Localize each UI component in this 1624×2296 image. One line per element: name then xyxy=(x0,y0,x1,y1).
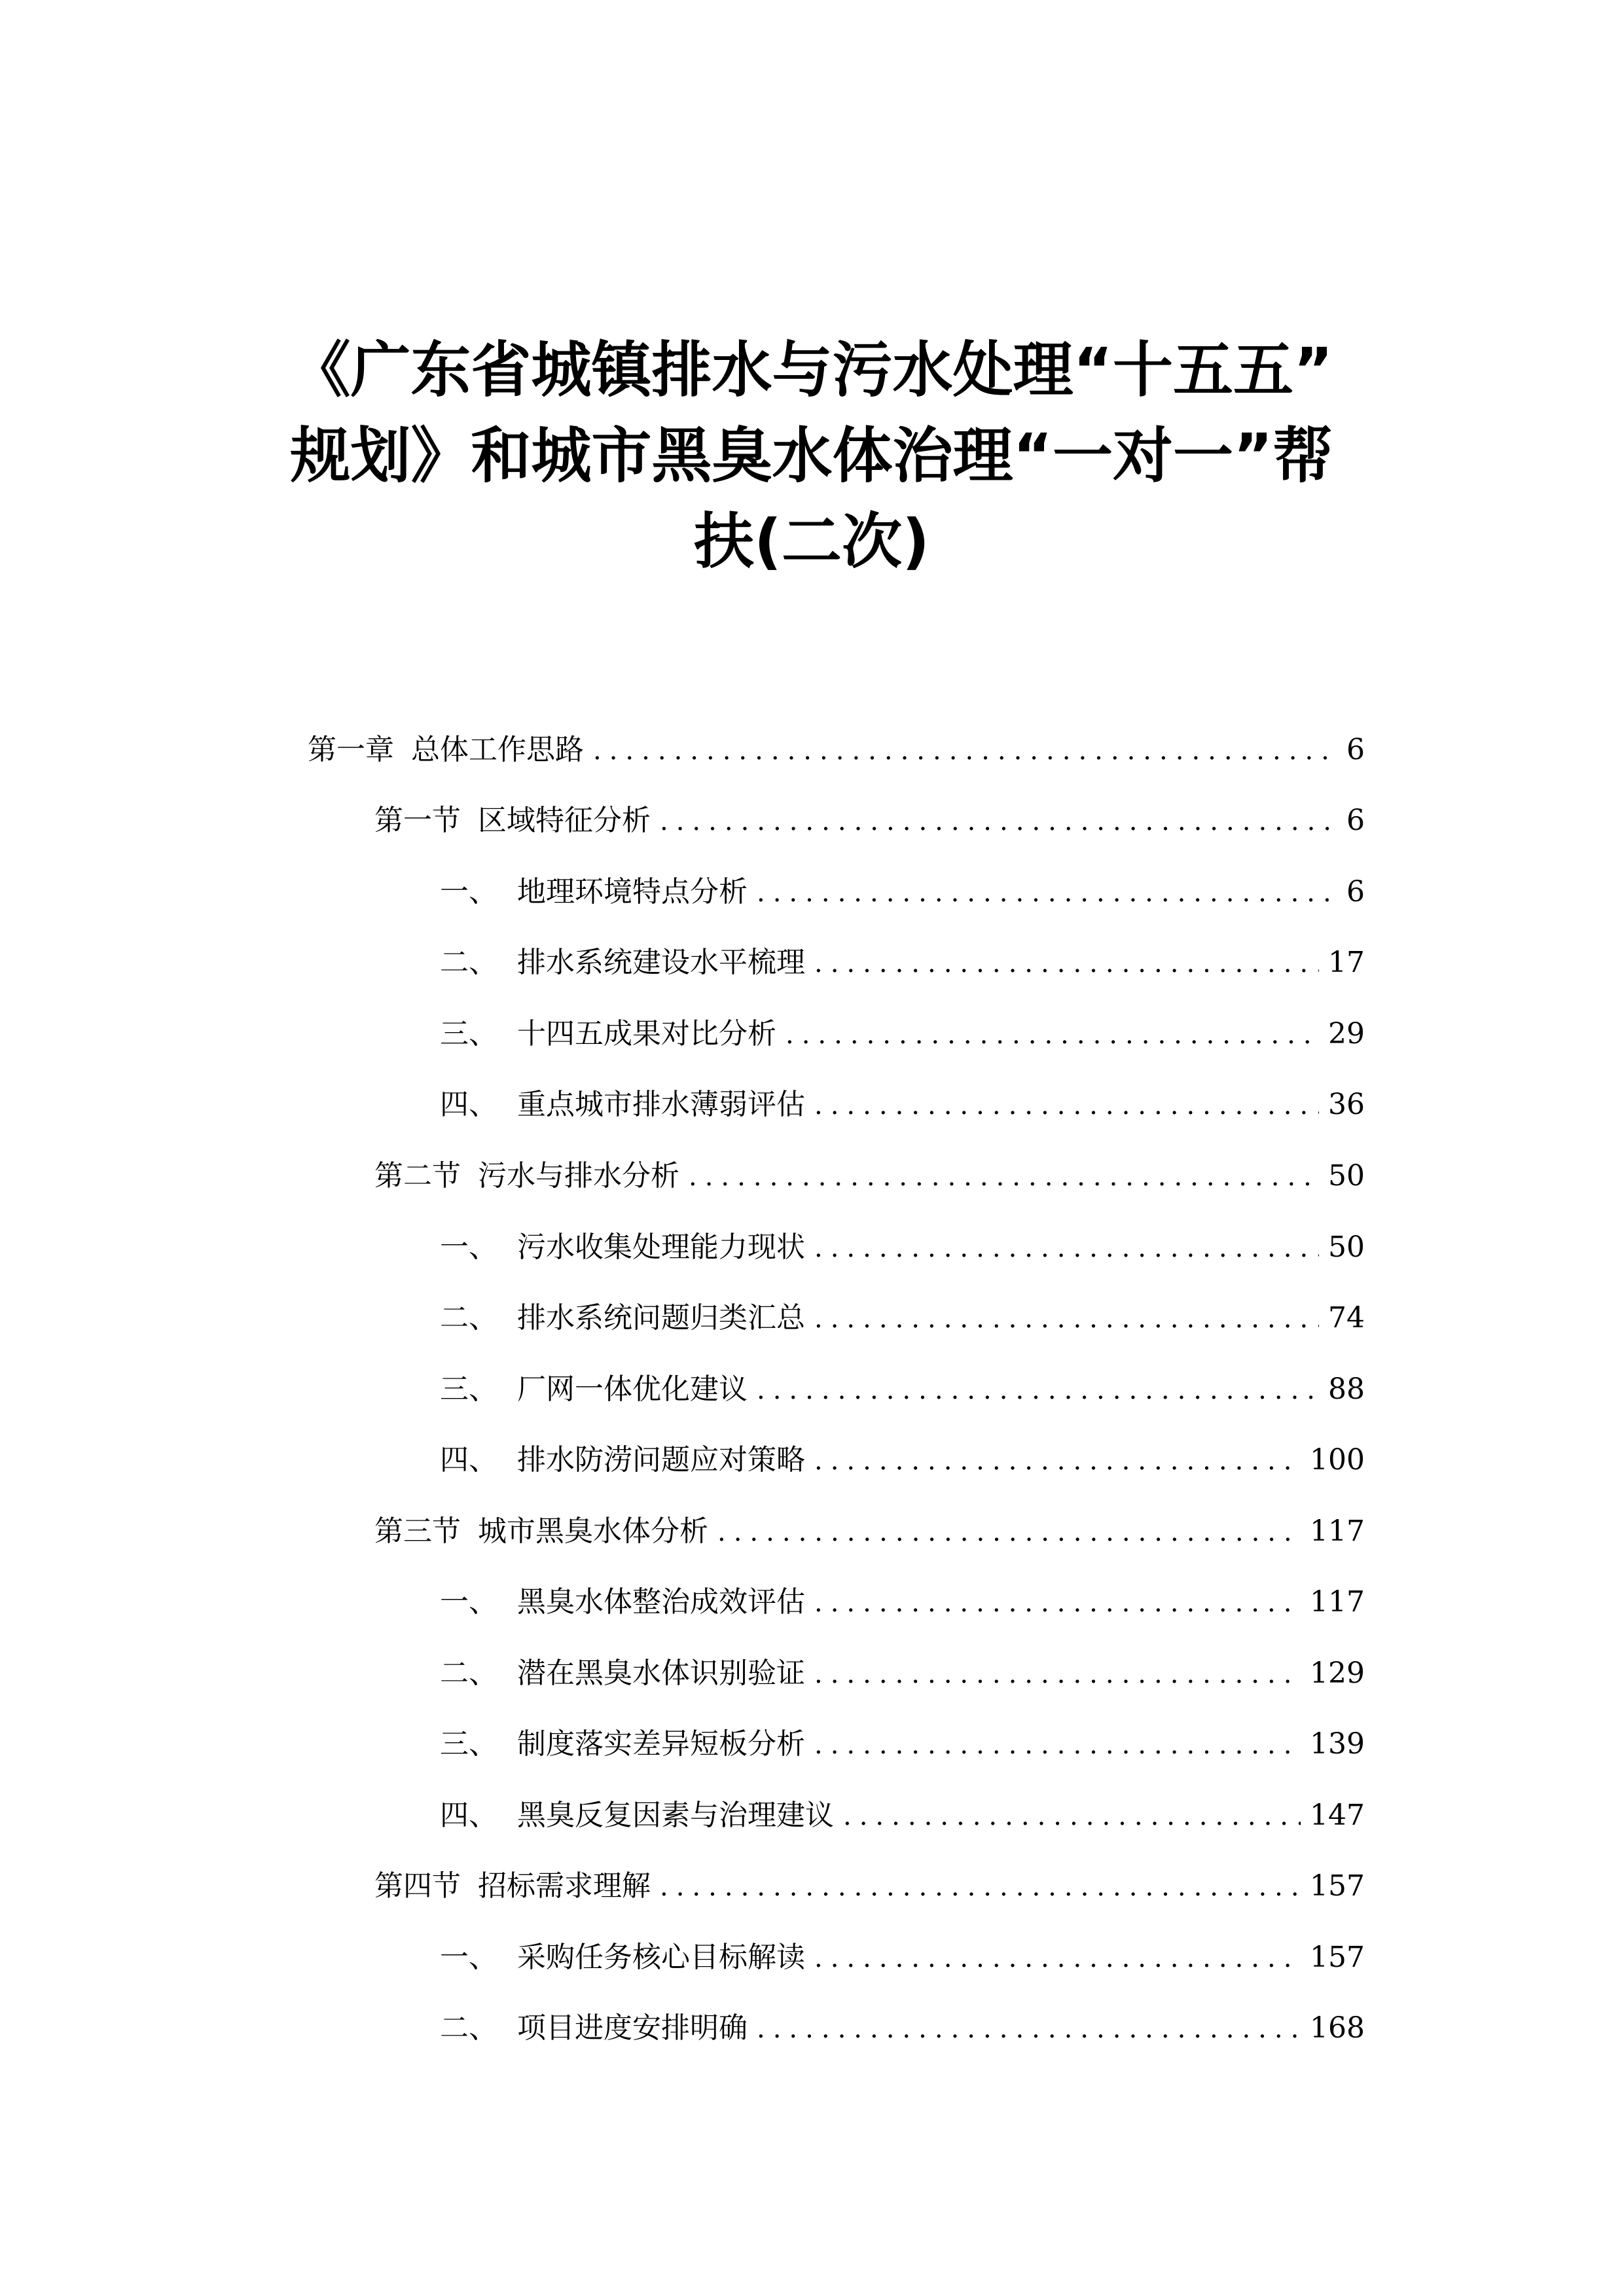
document-title xyxy=(249,327,1375,584)
toc-marker: 一、 xyxy=(440,1230,497,1264)
toc-page-number: 147 xyxy=(1310,1799,1365,1832)
toc-entry-item[interactable] xyxy=(440,2002,1365,2054)
toc-dot-leader xyxy=(814,1719,1301,1771)
toc-entry-chapter-1[interactable] xyxy=(308,724,1365,776)
toc-dot-leader xyxy=(814,1079,1319,1132)
toc-label: 污水与排水分析 xyxy=(478,1159,679,1193)
toc-marker: 一、 xyxy=(440,1941,497,1974)
toc-label: 厂网一体优化建议 xyxy=(517,1372,748,1406)
toc-entry-item[interactable] xyxy=(440,1363,1365,1416)
title-line-3: 扶(二次) xyxy=(693,507,930,577)
toc-label: 制度落实差异短板分析 xyxy=(517,1727,805,1761)
toc-page-number: 139 xyxy=(1310,1727,1365,1761)
toc-entry-item[interactable] xyxy=(440,1718,1365,1770)
toc-entry-item[interactable] xyxy=(440,1221,1365,1274)
toc-marker: 四、 xyxy=(440,1443,497,1477)
title-line-1: 《广东省城镇排水与污水处理“十五五” xyxy=(290,335,1333,405)
toc-label: 黑臭反复因素与治理建议 xyxy=(517,1799,834,1832)
toc-dot-leader xyxy=(717,1506,1301,1558)
toc-page-number: 50 xyxy=(1328,1230,1365,1264)
toc-dot-leader xyxy=(593,725,1337,777)
toc-entry-section-3[interactable] xyxy=(374,1505,1365,1558)
toc-label: 总体工作思路 xyxy=(411,733,584,766)
toc-marker: 三、 xyxy=(440,1372,497,1406)
toc-marker: 第四节 xyxy=(374,1869,461,1903)
toc-label: 污水收集处理能力现状 xyxy=(517,1230,805,1264)
toc-dot-leader xyxy=(814,1648,1301,1700)
toc-marker: 二、 xyxy=(440,946,497,979)
toc-page-number: 74 xyxy=(1328,1301,1365,1335)
toc-page-number: 29 xyxy=(1328,1017,1365,1050)
toc-dot-leader xyxy=(660,1861,1301,1913)
toc-dot-leader xyxy=(785,1009,1319,1061)
toc-dot-leader xyxy=(843,1790,1301,1842)
toc-marker: 第一章 xyxy=(308,733,394,766)
toc-label: 排水系统问题归类汇总 xyxy=(517,1301,805,1335)
toc-page-number: 117 xyxy=(1310,1515,1365,1548)
toc-page-number: 36 xyxy=(1328,1088,1365,1121)
toc-page-number: 168 xyxy=(1310,2011,1365,2045)
toc-label: 黑臭水体整治成效评估 xyxy=(517,1585,805,1619)
toc-marker: 二、 xyxy=(440,2011,497,2045)
toc-label: 排水系统建设水平梳理 xyxy=(517,946,805,979)
toc-page-number: 17 xyxy=(1328,946,1365,979)
toc-page-number: 117 xyxy=(1310,1585,1365,1619)
toc-page-number: 88 xyxy=(1328,1372,1365,1406)
toc-page-number: 157 xyxy=(1310,1869,1365,1903)
toc-marker: 二、 xyxy=(440,1301,497,1335)
toc-dot-leader xyxy=(660,795,1337,848)
toc-page-number: 50 xyxy=(1328,1159,1365,1193)
toc-label: 区域特征分析 xyxy=(478,804,651,837)
toc-entry-item[interactable] xyxy=(440,1576,1365,1628)
toc-marker: 一、 xyxy=(440,875,497,908)
toc-entry-item[interactable] xyxy=(440,1079,1365,1131)
toc-entry-section-1[interactable] xyxy=(374,795,1365,847)
toc-entry-section-2[interactable] xyxy=(374,1150,1365,1202)
toc-marker: 一、 xyxy=(440,1585,497,1619)
toc-label: 重点城市排水薄弱评估 xyxy=(517,1088,805,1121)
toc-entry-item[interactable] xyxy=(440,866,1365,918)
toc-dot-leader xyxy=(814,937,1319,990)
toc-marker: 二、 xyxy=(440,1657,497,1690)
toc-dot-leader xyxy=(814,1932,1301,1984)
toc-entry-item[interactable] xyxy=(440,1434,1365,1486)
toc-marker: 三、 xyxy=(440,1727,497,1761)
toc-marker: 四、 xyxy=(440,1799,497,1832)
toc-page-number: 6 xyxy=(1346,804,1365,837)
toc-entry-item[interactable] xyxy=(440,1647,1365,1700)
toc-label: 采购任务核心目标解读 xyxy=(517,1941,805,1974)
toc-entry-item[interactable] xyxy=(440,937,1365,989)
toc-page-number: 100 xyxy=(1310,1443,1365,1477)
toc-marker: 四、 xyxy=(440,1088,497,1121)
toc-dot-leader xyxy=(757,1364,1319,1416)
toc-label: 项目进度安排明确 xyxy=(517,2011,748,2045)
toc-entry-item[interactable] xyxy=(440,1931,1365,1984)
title-line-2: 规划》和城市黑臭水体治理“一对一”帮 xyxy=(290,421,1333,491)
toc-label: 十四五成果对比分析 xyxy=(517,1017,776,1050)
toc-dot-leader xyxy=(814,1222,1319,1274)
toc-dot-leader xyxy=(757,867,1337,919)
toc-marker: 第一节 xyxy=(374,804,461,837)
toc-label: 排水防涝问题应对策略 xyxy=(517,1443,805,1477)
toc-dot-leader xyxy=(814,1435,1301,1487)
toc-dot-leader xyxy=(814,1293,1319,1345)
toc-marker: 第二节 xyxy=(374,1159,461,1193)
toc-label: 城市黑臭水体分析 xyxy=(478,1515,708,1548)
toc-label: 地理环境特点分析 xyxy=(517,875,748,908)
toc-entry-section-4[interactable] xyxy=(374,1860,1365,1912)
toc-label: 招标需求理解 xyxy=(478,1869,651,1903)
toc-dot-leader xyxy=(757,2003,1301,2055)
toc-entry-item[interactable] xyxy=(440,1292,1365,1344)
toc-marker: 第三节 xyxy=(374,1515,461,1548)
toc-page-number: 157 xyxy=(1310,1941,1365,1974)
toc-label: 潜在黑臭水体识别验证 xyxy=(517,1657,805,1690)
toc-page-number: 6 xyxy=(1346,875,1365,908)
toc-entry-item[interactable] xyxy=(440,1789,1365,1842)
toc-marker: 三、 xyxy=(440,1017,497,1050)
toc-entry-item[interactable] xyxy=(440,1008,1365,1060)
toc-dot-leader xyxy=(689,1151,1319,1203)
toc-dot-leader xyxy=(814,1577,1301,1629)
toc-page-number: 6 xyxy=(1346,733,1365,766)
toc-page-number: 129 xyxy=(1310,1657,1365,1690)
